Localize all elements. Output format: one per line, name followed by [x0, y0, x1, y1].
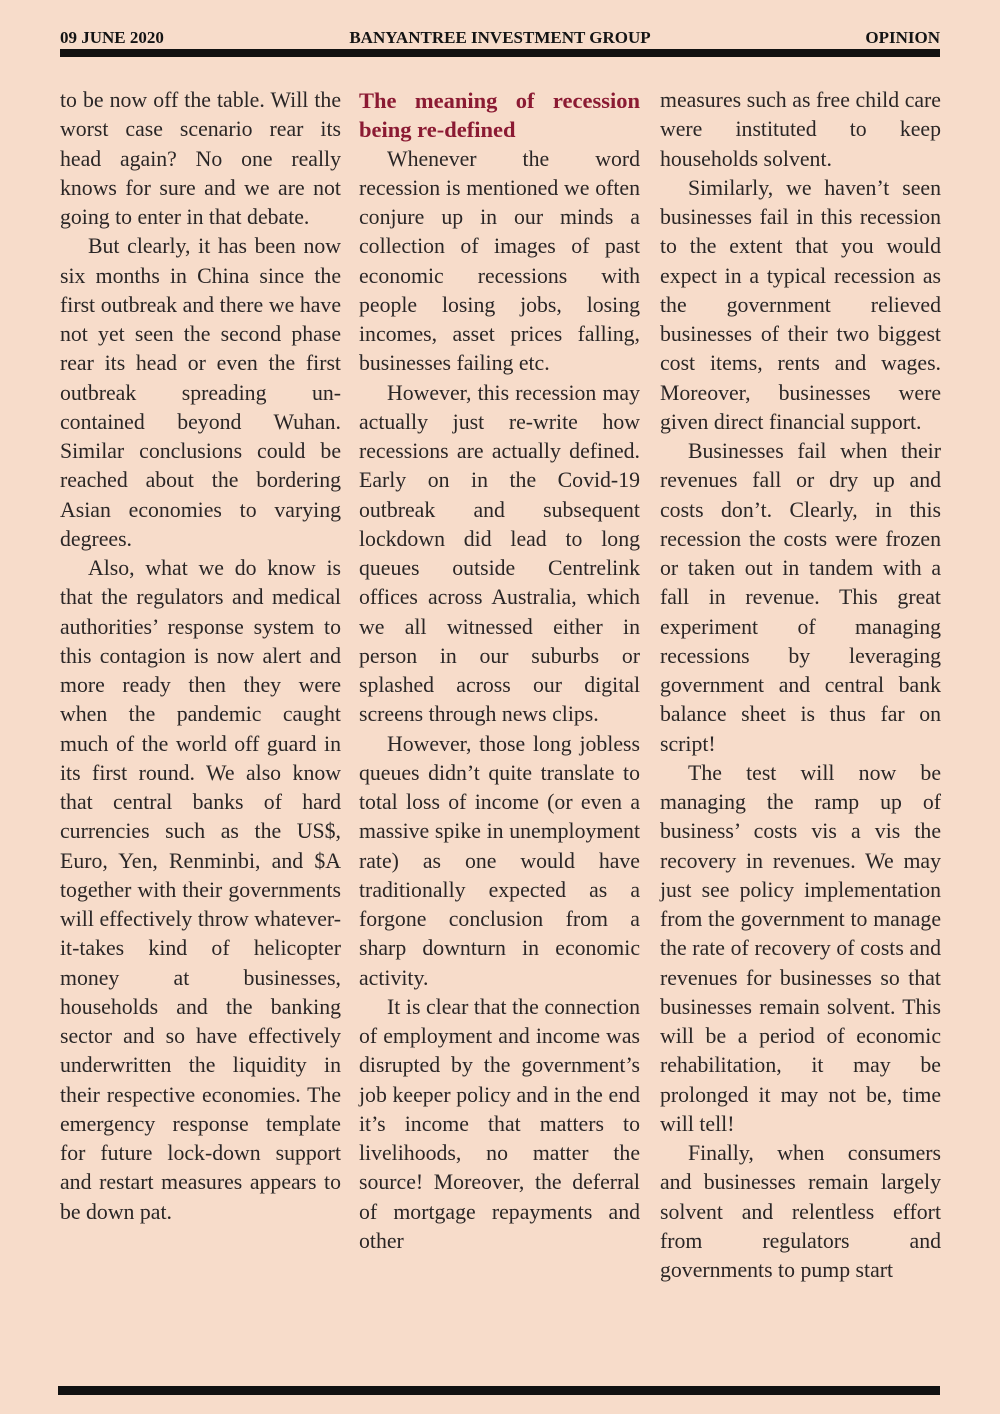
- section-heading: The meaning of recession being re-defined: [359, 88, 640, 143]
- article-column-1: [60, 86, 341, 1227]
- paragraph: But clearly, it has been now six months in China since the first outbreak and there we have not yet seen the second phase rear its head or even the first outbreak spreading un-contained beyond Wuhan. Similar conclusions could be reached about the bordering Asian economies to varying degrees.: [60, 234, 341, 551]
- paragraph: Businesses fail when their revenues fall or dry up and costs don’t. Clearly, in this recession the costs were frozen or taken out in tandem with a fall in revenue. This great experiment of managing recessions by leveraging government and central bank balance sheet is thus far on script!: [660, 439, 941, 756]
- paragraph: Also, what we do know is that the regulators and medical authorities’ response system to this contagion is now alert and more ready then they were when the pandemic caught much of the world off guard in its first round. We also know that central banks of hard currencies such as the US$, Euro, Yen, Renminbi, and $A together with their governments will effectively throw whatever-it-takes kind of helicopter money at businesses, households and the banking sector and so have effectively underwritten the liquidity in their respective economies. The emergency response template for future lock-down support and restart measures appears to be down pat.: [60, 556, 341, 1224]
- paragraph: measures such as free child care were instituted to keep households solvent.: [660, 88, 941, 171]
- paragraph: to be now off the table. Will the worst case scenario rear its head again? No one really knows for sure and we are not going to enter in that debate.: [60, 88, 341, 229]
- header-rule: [60, 49, 940, 57]
- page-header: [60, 28, 940, 50]
- section-label: OPINION: [865, 28, 940, 47]
- paragraph: Finally, when consumers and businesses remain largely solvent and relentless effort from regulators and governments to pump start: [660, 1141, 941, 1282]
- issue-date: 09 JUNE 2020: [60, 28, 164, 47]
- paragraph: Similarly, we haven’t seen businesses fail in this recession to the extent that you would expect in a typical recession as the government relieved businesses of their two biggest cost items, rents and wages. Moreover, businesses were given direct financial support.: [660, 175, 941, 434]
- paragraph: However, those long jobless queues didn’t quite translate to total loss of income (or even a massive spike in unemployment rate) as one would have traditionally expected as a forgone conclusion from a sharp downturn in economic activity.: [359, 731, 640, 990]
- footer-rule: [58, 1386, 940, 1395]
- paragraph: However, this recession may actually just re-write how recessions are actually defined. Early on in the Covid-19 outbreak and subsequent lockdown did lead to long queues outside Centrelink offices across Australia, which we all witnessed either in person in our suburbs or splashed across our digital screens through news clips.: [359, 380, 640, 727]
- publication-name: BANYANTREE INVESTMENT GROUP: [349, 28, 651, 47]
- paragraph: It is clear that the connection of employment and income was disrupted by the government’s job keeper policy and in the end it’s income that matters to livelihoods, no matter the source! Moreover, the deferral of mortgage repayments and other: [359, 994, 640, 1253]
- article-column-3: [660, 86, 941, 1285]
- article-column-2: [359, 86, 640, 1256]
- paragraph: Whenever the word recession is mentioned we often conjure up in our minds a collection of images of past economic recessions with people losing jobs, losing incomes, asset prices falling, businesses failing etc.: [359, 146, 640, 376]
- paragraph: The test will now be managing the ramp up of business’ costs vis a vis the recovery in revenues. We may just see policy implementation from the government to manage the rate of recovery of costs and revenues for businesses so that businesses remain solvent. This will be a period of economic rehabilitation, it may be prolonged it may not be, time will tell!: [660, 760, 941, 1136]
